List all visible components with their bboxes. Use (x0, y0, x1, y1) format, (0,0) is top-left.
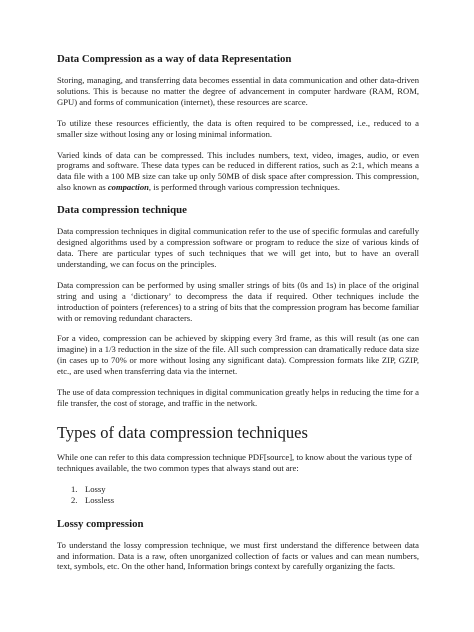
paragraph-text: , is performed through various compression techniques. (148, 182, 340, 193)
list-item (57, 495, 419, 506)
paragraph: Data compression can be performed by using smaller strings of bits (0s and 1s) in place of the original string and using a ‘dictionary’ to decompress the data if required. Other techniques include the introduction of pointers (references) to a string of bits that the compression program has become familiar with or removing redundant characters. (57, 279, 419, 323)
paragraph: The use of data compression techniques in digital communication greatly helps in reducing the time for a file transfer, the cost of storage, and traffic in the network. (57, 387, 419, 408)
section-heading-types: Types of data compression techniques (57, 422, 308, 442)
section-heading-lossy: Lossy compression (57, 517, 144, 530)
list-number: 1. (71, 483, 78, 494)
paragraph: For a video, compression can be achieved by skipping every 3rd frame, as this will result (as one can imagine) in a 1/3 reduction in the size of the file. All such compression can dramatically reduce data size (in cases up to 70% or more without losing any significant data). Compression formats like ZIP, GZIP, etc., are used when transferring data via the internet. (57, 333, 419, 377)
paragraph: To utilize these resources efficiently, the data is often required to be compressed, i.e., reduced to a smaller size without losing any or losing minimal information. (57, 117, 419, 139)
paragraph: Storing, managing, and transferring data becomes essential in data communication and other data-driven solutions. This is because no matter the degree of advancement in computer hardware (RAM, ROM, GPU) and forms of communication (internet), these resources are scarce. (57, 75, 419, 107)
section-heading-data-representation: Data Compression as a way of data Representation (57, 53, 292, 65)
emphasis-compaction: compaction (107, 182, 149, 193)
compression-types-list (57, 484, 419, 506)
list-label: Lossless (85, 494, 115, 505)
paragraph (57, 150, 419, 194)
list-number: 2. (71, 494, 78, 505)
list-item (57, 484, 419, 495)
paragraph: While one can refer to this data compression technique PDF[source], to know about the various type of techniques available, the two common types that always stand out are: (57, 451, 412, 473)
paragraph: Data compression techniques in digital communication refer to the use of specific formulas and carefully designed algorithms used by a compression software or program to reduce the size of various kinds of data. There are particular types of such techniques that we will get into, but to have an overall understanding, we can focus on the principles. (57, 226, 419, 269)
paragraph: To understand the lossy compression technique, we must first understand the difference between data and information. Data is a raw, often unorganized collection of facts or values and can mean numbers, text, symbols, etc. On the other hand, Information brings context by carefully organizing the facts. (57, 539, 419, 572)
paragraph-text: Varied kinds of data can be compressed. This includes numbers, text, video, images, audio, or even programs and software. These data types can be reduced in different ratios, such as 2:1, which means a data file with a 100 MB size can take up only 50MB of disk space after compression. This compression, also known as (57, 149, 419, 193)
section-heading-compression-technique: Data compression technique (57, 204, 187, 217)
list-label: Lossy (85, 483, 106, 494)
